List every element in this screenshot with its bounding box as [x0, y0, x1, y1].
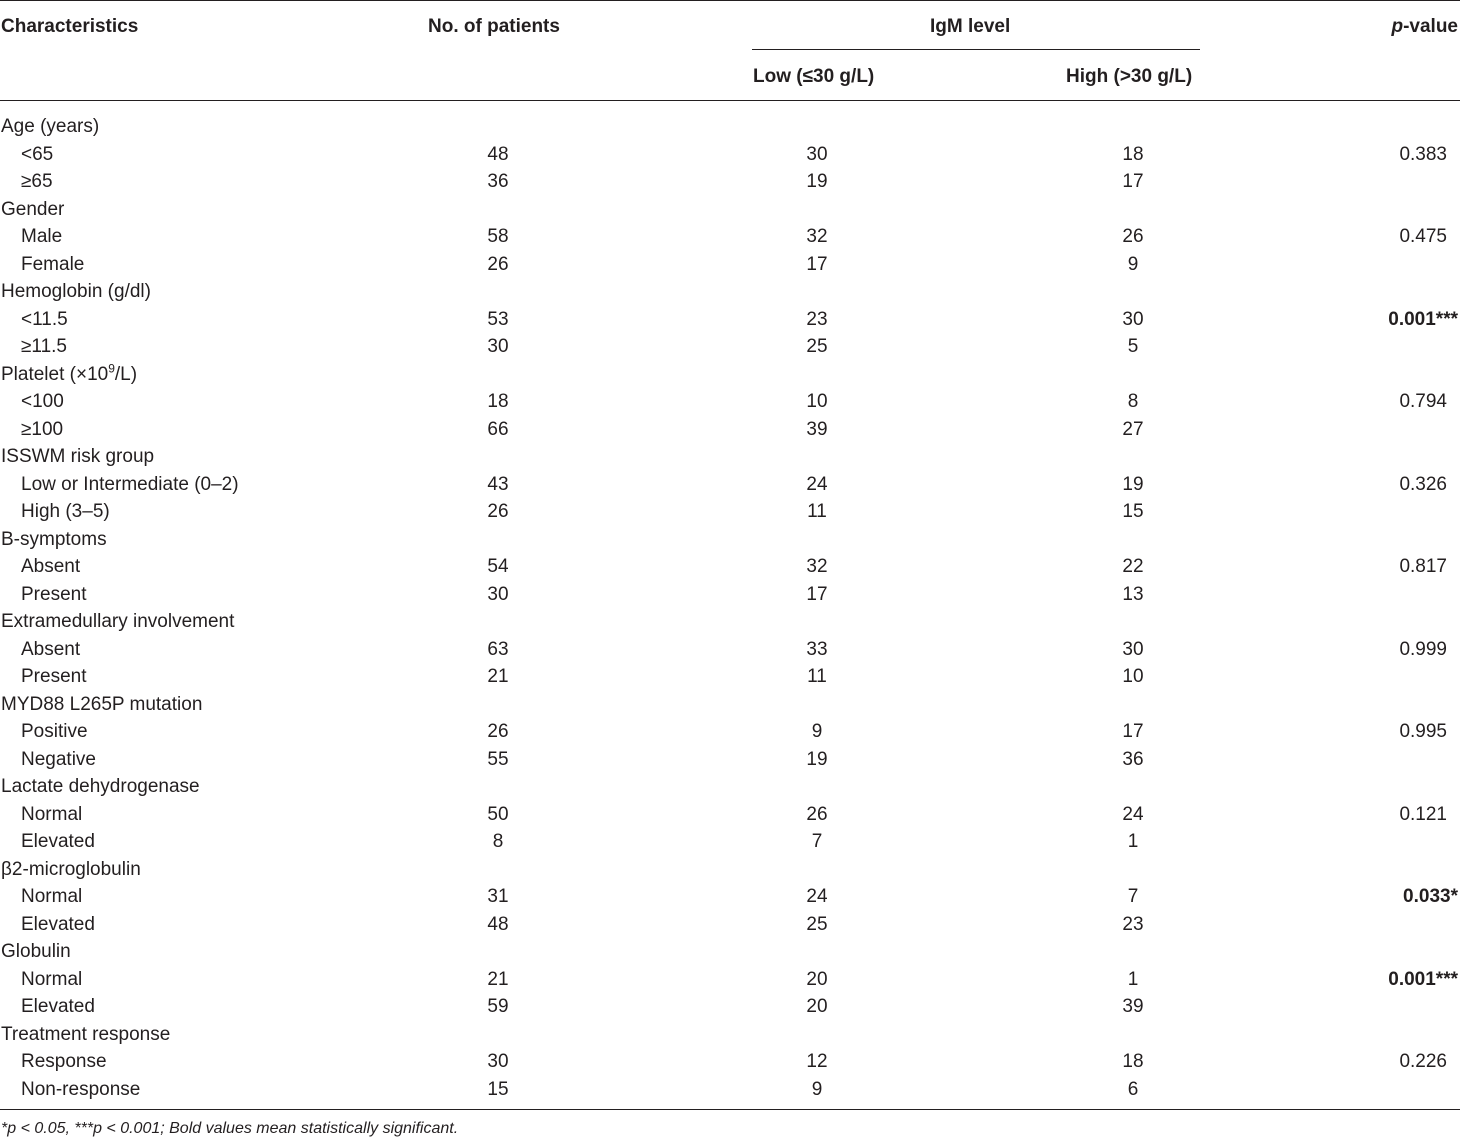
row-group-label: ISSWM risk group: [1, 446, 155, 467]
table-row: [0, 636, 1460, 664]
table-row: [0, 966, 1460, 994]
cell-p-value: 0.999: [1399, 638, 1447, 660]
cell-igm-high: 18: [1122, 143, 1144, 165]
row-group-label: Gender: [1, 198, 65, 220]
row-sublabel: Male: [21, 226, 63, 247]
cell-no-of-patients: 36: [487, 171, 509, 192]
row-sublabel: Non-response: [21, 1078, 141, 1100]
cell-no-of-patients: 58: [487, 226, 509, 247]
cell-igm-low: 17: [806, 253, 828, 275]
table-row: [0, 168, 1460, 196]
table-row: [0, 223, 1460, 251]
cell-igm-low: 32: [806, 556, 828, 577]
cell-p-value: 0.383: [1399, 143, 1447, 165]
cell-igm-high: 17: [1122, 721, 1144, 742]
table-row: [0, 993, 1460, 1021]
row-group-label: Treatment response: [1, 1023, 171, 1045]
label-superscript: 9: [108, 361, 115, 376]
cell-no-of-patients: 66: [487, 418, 509, 440]
cell-p-value: 0.226: [1399, 1051, 1447, 1072]
cell-igm-high: 24: [1122, 803, 1144, 825]
cell-igm-low: 26: [806, 803, 828, 825]
cell-igm-low: 33: [806, 638, 828, 660]
cell-igm-high: 10: [1122, 666, 1144, 687]
table-top-rule: [0, 0, 1460, 1]
cell-p-value: 0.817: [1399, 556, 1447, 577]
cell-no-of-patients: 30: [487, 1051, 509, 1072]
cell-no-of-patients: 15: [487, 1078, 509, 1100]
cell-igm-low: 11: [807, 501, 827, 522]
row-sublabel: <65: [21, 143, 54, 165]
cell-no-of-patients: 55: [487, 748, 509, 770]
table-row: [0, 471, 1460, 499]
row-sublabel: Normal: [21, 968, 83, 990]
cell-igm-high: 13: [1122, 583, 1144, 605]
cell-igm-high: 36: [1122, 748, 1144, 770]
row-group-label: Lactate dehydrogenase: [1, 776, 200, 797]
cell-igm-low: 9: [811, 721, 823, 742]
table-row: [0, 333, 1460, 361]
row-sublabel: Normal: [21, 886, 83, 907]
cell-igm-low: 19: [806, 171, 828, 192]
cell-no-of-patients: 30: [487, 583, 509, 605]
cell-igm-low: 23: [806, 308, 828, 330]
cell-igm-low: 24: [806, 886, 828, 907]
row-sublabel: <11.5: [21, 308, 68, 330]
row-sublabel: Absent: [21, 556, 81, 577]
cell-no-of-patients: 8: [492, 831, 504, 852]
cell-igm-high: 8: [1127, 391, 1139, 412]
row-sublabel: <100: [21, 391, 64, 412]
cell-igm-high: 30: [1122, 638, 1144, 660]
cell-p-value: 0.794: [1399, 391, 1447, 412]
table-row: [0, 663, 1460, 691]
row-sublabel: Female: [21, 253, 85, 275]
header-p-value-italic: p: [1391, 16, 1404, 37]
cell-igm-low: 11: [807, 666, 827, 687]
cell-igm-low: 9: [811, 1078, 823, 1100]
row-sublabel: High (3–5): [21, 501, 110, 522]
cell-igm-high: 26: [1122, 226, 1144, 247]
cell-igm-low: 19: [806, 748, 828, 770]
cell-p-value: 0.995: [1399, 721, 1447, 742]
cell-igm-high: 1: [1127, 831, 1139, 852]
table-group-row: [0, 608, 1460, 636]
cell-igm-high: 1: [1127, 968, 1139, 990]
table-row: [0, 1076, 1460, 1104]
table-footnote: *p < 0.05, ***p < 0.001; Bold values mean statistically significant.: [1, 1120, 459, 1137]
cell-no-of-patients: 26: [487, 501, 509, 522]
cell-igm-low: 25: [806, 913, 828, 935]
cell-p-value: 0.001***: [1388, 968, 1458, 990]
cell-igm-high: 18: [1122, 1051, 1144, 1072]
table-row: [0, 416, 1460, 444]
table-header-rule: [0, 100, 1460, 101]
cell-igm-low: 20: [806, 968, 828, 990]
table-row: [0, 1048, 1460, 1076]
cell-igm-high: 39: [1122, 996, 1144, 1017]
row-sublabel: Negative: [21, 748, 96, 770]
row-sublabel: Elevated: [21, 996, 95, 1017]
cell-p-value: 0.033*: [1403, 886, 1458, 907]
cell-no-of-patients: 43: [487, 473, 509, 495]
cell-igm-low: 7: [811, 831, 823, 852]
table-row: [0, 718, 1460, 746]
cell-igm-low: 20: [806, 996, 828, 1017]
table-row: [0, 141, 1460, 169]
row-sublabel: Absent: [21, 638, 81, 660]
table-row: [0, 388, 1460, 416]
table-row: [0, 801, 1460, 829]
table-row: [0, 306, 1460, 334]
cell-no-of-patients: 59: [487, 996, 509, 1017]
cell-p-value: 0.121: [1399, 803, 1447, 825]
cell-no-of-patients: 48: [487, 143, 509, 165]
table-row: [0, 251, 1460, 279]
row-group-label: β2-microglobulin: [1, 858, 141, 880]
cell-no-of-patients: 50: [487, 803, 509, 825]
cell-igm-high: 22: [1122, 556, 1144, 577]
row-sublabel: Positive: [21, 721, 88, 742]
cell-igm-low: 32: [806, 226, 828, 247]
igm-level-span-rule: [752, 49, 1200, 50]
label-text-after: /L): [114, 363, 138, 385]
table-group-row: [0, 1021, 1460, 1049]
row-group-label: Extramedullary involvement: [1, 611, 235, 632]
cell-no-of-patients: 26: [487, 721, 509, 742]
cell-no-of-patients: 63: [487, 638, 509, 660]
cell-igm-low: 17: [806, 583, 828, 605]
cell-no-of-patients: 21: [487, 666, 509, 687]
table-row: [0, 498, 1460, 526]
row-sublabel: Present: [21, 583, 87, 605]
table-group-row: [0, 526, 1460, 554]
row-sublabel: Elevated: [21, 831, 95, 852]
cell-igm-high: 30: [1122, 308, 1144, 330]
header-igm-high: High (>30 g/L): [1066, 66, 1193, 87]
cell-igm-low: 25: [806, 336, 828, 357]
table-group-row: [0, 856, 1460, 884]
header-igm-level: IgM level: [930, 16, 1011, 37]
label-text: Platelet (×10: [1, 363, 109, 385]
row-sublabel: ≥100: [21, 418, 64, 440]
cell-no-of-patients: 26: [487, 253, 509, 275]
cell-p-value: 0.475: [1399, 226, 1447, 247]
table-group-row: [0, 113, 1460, 141]
row-sublabel: ≥11.5: [21, 336, 67, 357]
cell-no-of-patients: 53: [487, 308, 509, 330]
table-group-row: [0, 361, 1460, 389]
header-no-of-patients: No. of patients: [428, 16, 560, 37]
cell-igm-low: 24: [806, 473, 828, 495]
cell-igm-high: 23: [1122, 913, 1144, 935]
table-row: [0, 581, 1460, 609]
cell-no-of-patients: 31: [487, 886, 509, 907]
table-group-row: [0, 773, 1460, 801]
cell-no-of-patients: 30: [487, 336, 509, 357]
row-sublabel: Response: [21, 1051, 107, 1072]
header-characteristics: Characteristics: [1, 16, 139, 37]
cell-no-of-patients: 18: [487, 391, 509, 412]
table-bottom-rule: [0, 1109, 1460, 1110]
row-sublabel: ≥65: [21, 171, 53, 192]
row-group-label: Globulin: [1, 941, 71, 962]
cell-igm-high: 27: [1122, 418, 1144, 440]
cell-igm-low: 30: [806, 143, 828, 165]
table-group-row: [0, 196, 1460, 224]
table-row: [0, 553, 1460, 581]
table-group-row: [0, 691, 1460, 719]
header-p-value: [1391, 16, 1458, 38]
cell-igm-low: 12: [806, 1051, 828, 1072]
header-p-value-rest: -value: [1403, 16, 1458, 37]
row-sublabel: Normal: [21, 803, 83, 825]
cell-p-value: 0.001***: [1388, 308, 1458, 330]
cell-p-value: 0.326: [1399, 473, 1447, 495]
cell-igm-high: 5: [1127, 336, 1139, 357]
table-row: [0, 911, 1460, 939]
row-group-label: MYD88 L265P mutation: [1, 693, 203, 715]
row-sublabel: Low or Intermediate (0–2): [21, 473, 239, 495]
table-group-row: [0, 938, 1460, 966]
table-group-row: [0, 443, 1460, 471]
table-row: [0, 883, 1460, 911]
header-igm-low: Low (≤30 g/L): [753, 66, 875, 87]
cell-igm-low: 39: [806, 418, 828, 440]
row-sublabel: Present: [21, 666, 87, 687]
cell-igm-high: 6: [1127, 1078, 1139, 1100]
table-body: [0, 113, 1460, 1103]
cell-igm-high: 9: [1127, 253, 1139, 275]
cell-igm-low: 10: [806, 391, 828, 412]
row-group-label: Hemoglobin (g/dl): [1, 281, 151, 302]
table-row: [0, 746, 1460, 774]
row-group-label: B-symptoms: [1, 528, 107, 550]
row-sublabel: Elevated: [21, 913, 95, 935]
cell-no-of-patients: 54: [487, 556, 509, 577]
cell-no-of-patients: 48: [487, 913, 509, 935]
cell-igm-high: 15: [1122, 501, 1144, 522]
cell-igm-high: 7: [1127, 886, 1139, 907]
cell-no-of-patients: 21: [487, 968, 509, 990]
row-group-label: Age (years): [1, 116, 100, 137]
table-group-row: [0, 278, 1460, 306]
cell-igm-high: 17: [1122, 171, 1144, 192]
table-row: [0, 828, 1460, 856]
cell-igm-high: 19: [1122, 473, 1144, 495]
row-group-label: [1, 361, 137, 389]
